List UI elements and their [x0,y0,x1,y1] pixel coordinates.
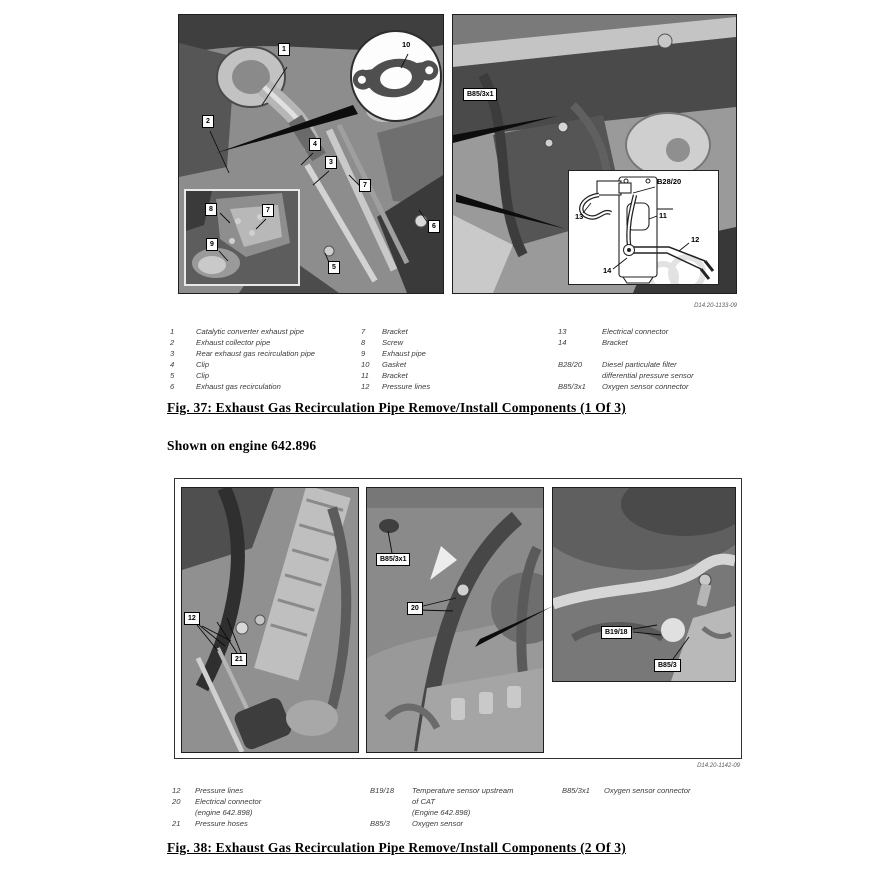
legend-row [170,326,315,337]
callout-7b: 7 [262,204,274,217]
firewall-photo-illustration [367,488,543,752]
engine-note: Shown on engine 642.896 [167,438,317,453]
fig38-figure-frame [174,478,742,759]
legend-item-text: Pressure lines [195,786,244,795]
legend-row [172,818,261,829]
fig37-caption: Fig. 37: Exhaust Gas Recirculation Pipe Remove/Install Components (1 Of 3) [167,400,626,415]
legend-item-number [172,807,195,818]
legend-item-text: Clip [196,371,210,380]
legend-item-number: B28/20 [558,360,583,369]
oxygen-sensor-photo-illustration [553,488,735,681]
legend-item-number: 10 [361,360,370,369]
legend-item-text: Bracket [382,371,408,380]
legend-row [370,807,513,818]
fig37-legend-col1 [170,326,315,392]
fig37-right-photo [452,14,737,294]
legend-row [172,785,261,796]
legend-item-number: 1 [170,327,175,336]
legend-row [370,818,513,829]
callout-10: 10 [402,40,411,49]
legend-item-text: Bracket [602,338,628,347]
callout-3: 3 [325,156,337,169]
callout-b85-3x1-fig38: B85/3x1 [376,553,410,566]
callout-13: 13 [575,212,584,221]
legend-item-number: 9 [361,349,366,358]
legend-item-text: Oxygen sensor connector [602,382,689,391]
legend-row [170,359,315,370]
legend-row [172,807,261,818]
legend-item-text: Exhaust gas recirculation [196,382,281,391]
fig37-bracket-photo-inset [184,189,300,286]
legend-row [361,348,430,359]
legend-row [558,370,694,381]
fig37-image-code: D14.20-1133-09 [694,303,737,309]
legend-item-number: 21 [172,819,181,828]
fig38-image-code: D14.20-1142-09 [697,763,740,769]
callout-6: 6 [428,220,440,233]
legend-item-number: 14 [558,338,567,347]
legend-item-text: Screw [382,338,404,347]
legend-row [370,796,513,807]
legend-item-number: 12 [172,786,181,795]
bracket-photo-illustration [186,191,298,284]
legend-item-text: Electrical connector [602,327,669,336]
fig38-left-photo [181,487,359,753]
legend-item-number [370,807,412,818]
fig38-legend-col1 [172,785,261,829]
fig37-sensor-drawing-inset [568,170,719,285]
legend-item-text: Clip [196,360,210,369]
legend-item-text: Exhaust collector pipe [196,338,271,347]
legend-item-text: Gasket [382,360,407,369]
legend-row [370,785,513,796]
callout-2: 2 [202,115,214,128]
legend-item-text: of CAT [412,797,436,806]
legend-item-number [558,370,602,381]
callout-8: 8 [205,203,217,216]
callout-12-fig38: 12 [184,612,200,625]
legend-item-number: B85/3x1 [558,382,586,391]
legend-item-text: Pressure hoses [195,819,248,828]
callout-7: 7 [359,179,371,192]
callout-b28-20: B28/20 [657,177,682,186]
callout-20: 20 [407,602,423,615]
legend-row [558,359,694,370]
legend-row [361,370,430,381]
legend-item-number: 7 [361,327,366,336]
legend-item-text: differential pressure sensor [602,371,694,380]
legend-item-number: B85/3 [370,819,390,828]
callout-14: 14 [603,266,612,275]
legend-row [170,348,315,359]
legend-item-text: Diesel particulate filter [602,360,677,369]
callout-b85-3: B85/3 [654,659,681,672]
legend-item-number [370,796,412,807]
legend-row [562,785,691,796]
callout-b85-3x1-fig37: B85/3x1 [463,88,497,101]
legend-row [558,337,694,348]
pressure-sensor-line-drawing [569,171,718,284]
legend-item-text: Pressure lines [382,382,431,391]
legend-item-number: 2 [170,338,175,347]
legend-item-number: 3 [170,349,175,358]
legend-item-number: 8 [361,338,366,347]
legend-item-text: Oxygen sensor connector [604,786,691,795]
fig38-caption: Fig. 38: Exhaust Gas Recirculation Pipe Remove/Install Components (2 Of 3) [167,840,626,855]
callout-1: 1 [278,43,290,56]
legend-item-text: Catalytic converter exhaust pipe [196,327,305,336]
legend-row [558,348,694,359]
legend-item-number: 12 [361,382,370,391]
legend-item-text: (Engine 642.898) [412,808,471,817]
legend-item-number: B85/3x1 [562,786,590,795]
legend-row [361,326,430,337]
legend-row [558,381,694,392]
legend-item-number: 11 [361,371,369,380]
legend-item-text: Oxygen sensor [412,819,464,828]
fig37-gasket-magnifier-inset [350,30,442,122]
legend-item-text: Temperature sensor upstream [412,786,514,795]
gasket-illustration [352,32,440,120]
legend-item-number: 13 [558,327,567,336]
callout-b19-18: B19/18 [601,626,632,639]
legend-row [170,370,315,381]
legend-item-number: 20 [172,797,181,806]
legend-row [172,796,261,807]
fig38-legend-col3 [562,785,691,796]
legend-item-text: Rear exhaust gas recirculation pipe [196,349,316,358]
legend-item-number: 6 [170,382,175,391]
legend-item-text: (engine 642.898) [195,808,253,817]
legend-item-number: 5 [170,371,175,380]
fig37-legend-col2 [361,326,430,392]
fig38-middle-photo [366,487,544,753]
legend-row [170,337,315,348]
legend-item-text: Bracket [382,327,408,336]
legend-row [558,326,694,337]
fig37-left-photo [178,14,444,294]
legend-row [361,359,430,370]
callout-21: 21 [231,653,247,666]
legend-row [361,337,430,348]
callout-9: 9 [206,238,218,251]
legend-item-number: B19/18 [370,786,395,795]
fig38-right-photo [552,487,736,682]
legend-item-text: Exhaust pipe [382,349,426,358]
callout-12: 12 [691,235,700,244]
engine-side-photo-illustration [182,488,358,752]
legend-item-number: 4 [170,360,175,369]
legend-item-number [558,348,602,359]
fig38-legend-col2 [370,785,513,829]
fig37-legend-col3 [558,326,694,392]
legend-row [170,381,315,392]
callout-11: 11 [659,211,667,220]
callout-4: 4 [309,138,321,151]
legend-item-text: Electrical connector [195,797,262,806]
callout-5: 5 [328,261,340,274]
legend-row [361,381,430,392]
